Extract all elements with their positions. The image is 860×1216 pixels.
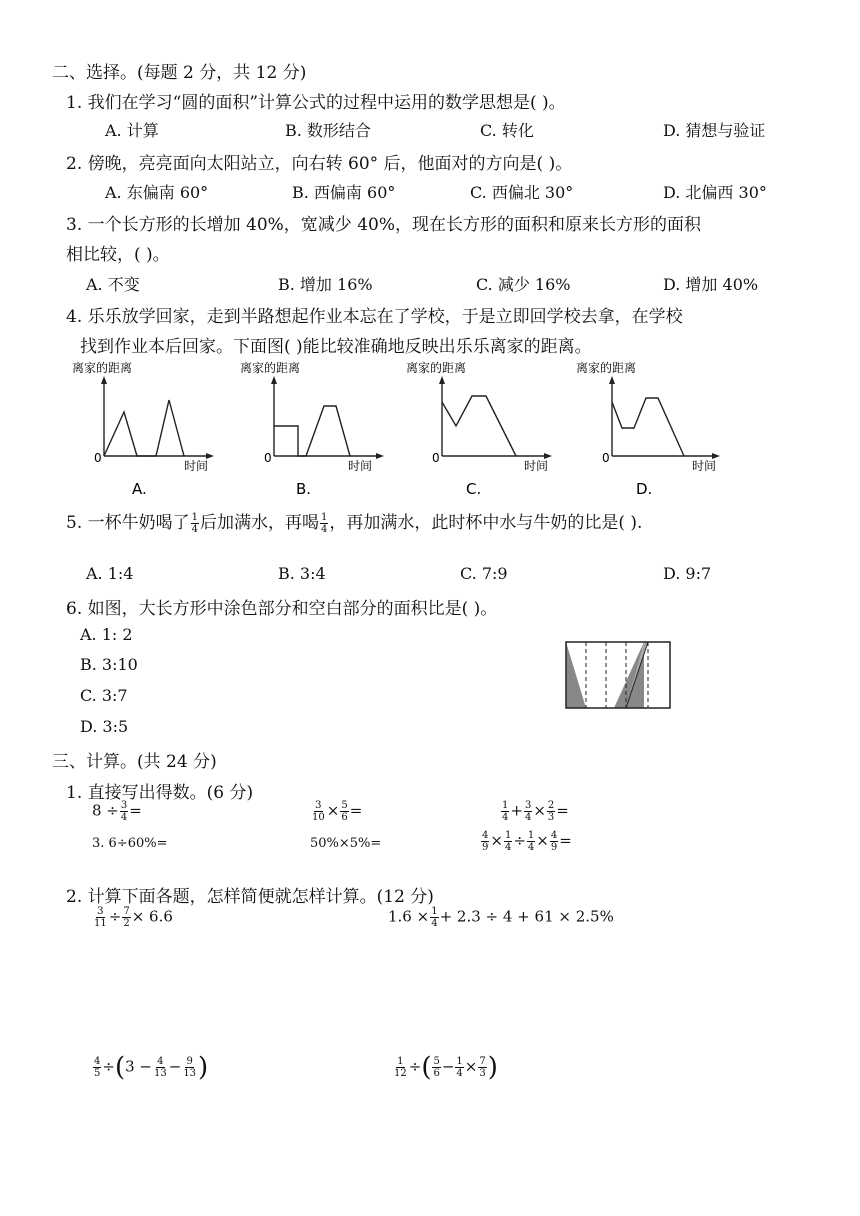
- graph-a-origin: 0: [94, 451, 102, 465]
- graph-d-origin: 0: [602, 451, 610, 465]
- q5-text: 5. 一杯牛奶喝了 $\frac{1}{4}$ 后加满水，再喝 $\frac{1}{4}$ ，再加满水，此时杯中水与牛奶的比是( ).: [66, 512, 643, 535]
- q6-text: 6. 如图，大长方形中涂色部分和空白部分的面积比是( )。: [66, 599, 498, 619]
- graph-b-xlabel: 时间: [348, 459, 373, 473]
- q1-text: 1. 我们在学习“圆的面积”计算公式的过程中运用的数学思想是( )。: [66, 93, 566, 113]
- graph-c-ylabel: 离家的距离: [406, 361, 467, 375]
- graph-d-label: D.: [636, 480, 653, 498]
- graph-d: [576, 360, 720, 498]
- calc-q2-title: 2. 计算下面各题，怎样简便就怎样计算。(12 分): [66, 887, 434, 907]
- calc-expr-6: $\frac{4}{9}$ × $\frac{1}{4}$ ÷ $\frac{1}{4}$ × $\frac{4}{9}$ =: [482, 830, 572, 853]
- q6-rectangle-figure: [564, 638, 672, 712]
- q3-option-c: C. 减少 16%: [476, 275, 571, 294]
- graph-a-label: A.: [132, 480, 147, 498]
- calc-expr-5: 50%×5%=: [310, 836, 382, 851]
- q6-option-a: A. 1: 2: [80, 625, 133, 644]
- q2-option-a: A. 东偏南 60°: [105, 183, 209, 202]
- graph-b: [240, 360, 384, 498]
- calc-expr-2: $\frac{3}{10}$ × $\frac{5}{6}$ =: [312, 800, 363, 823]
- q5-fraction-1: $\frac{1}{4}$: [191, 512, 198, 535]
- q2-text: 2. 傍晚，亮亮面向太阳站立，向右转 60° 后，他面对的方向是( )。: [66, 154, 573, 174]
- q4-graphs: [60, 356, 740, 502]
- q2-option-d: D. 北偏西 30°: [663, 183, 767, 202]
- q5-fraction-2: $\frac{1}{4}$: [321, 512, 328, 535]
- calc-q2-expr-3: $\frac{4}{5}$ ÷(3 − $\frac{4}{13}$ − $\frac{9}{13}$ ): [94, 1052, 209, 1083]
- calc-q1-title: 1. 直接写出得数。(6 分): [66, 783, 254, 803]
- calc-q2-expr-4: $\frac{1}{12}$ ÷( $\frac{5}{6}$ − $\frac{1}{4}$ × $\frac{7}{3}$ ): [394, 1052, 498, 1083]
- q1-option-c: C. 转化: [480, 121, 534, 140]
- q2-option-b: B. 西偏南 60°: [292, 183, 396, 202]
- graph-a: [72, 360, 214, 498]
- q5-option-a: A. 1:4: [86, 564, 134, 583]
- q1-option-d: D. 猜想与验证: [663, 121, 766, 140]
- q3-option-d: D. 增加 40%: [663, 275, 759, 294]
- graph-a-ylabel: 离家的距离: [72, 361, 133, 375]
- graph-c-label: C.: [466, 480, 482, 498]
- graph-b-label: B.: [296, 480, 312, 498]
- q6-option-c: C. 3:7: [80, 686, 128, 705]
- graph-c-xlabel: 时间: [524, 459, 549, 473]
- q6-option-d: D. 3:5: [80, 717, 129, 736]
- graph-b-origin: 0: [264, 451, 272, 465]
- q4-line1: 4. 乐乐放学回家，走到半路想起作业本忘在了学校，于是立即回学校去拿，在学校: [66, 307, 683, 327]
- calc-expr-3: $\frac{1}{4}$ + $\frac{3}{4}$ × $\frac{2}{3}$ =: [502, 800, 569, 823]
- q4-line2: 找到作业本后回家。下面图( )能比较准确地反映出乐乐离家的距离。: [80, 337, 592, 357]
- calc-expr-1: 8 ÷ $\frac{3}{4}$ =: [92, 800, 142, 823]
- section-3-title: 三、计算。(共 24 分): [52, 752, 217, 772]
- calc-q2-expr-2: 1.6 × $\frac{1}{4}$ + 2.3 ÷ 4 + 61 × 2.5%: [388, 906, 614, 929]
- graph-c: [406, 360, 552, 498]
- q6-option-b: B. 3:10: [80, 655, 138, 674]
- graph-d-ylabel: 离家的距离: [576, 361, 637, 375]
- q3-line1: 3. 一个长方形的长增加 40%，宽减少 40%，现在长方形的面积和原来长方形的面积: [66, 215, 701, 235]
- q5-option-c: C. 7:9: [460, 564, 508, 583]
- q1-option-b: B. 数形结合: [285, 121, 371, 140]
- q5-option-b: B. 3:4: [278, 564, 326, 583]
- graph-a-xlabel: 时间: [184, 459, 209, 473]
- q3-line2: 相比较，( )。: [66, 245, 170, 265]
- q3-option-a: A. 不变: [86, 275, 140, 294]
- q2-option-c: C. 西偏北 30°: [470, 183, 574, 202]
- calc-q2-expr-1: $\frac{3}{11}$ ÷ $\frac{7}{2}$ × 6.6: [94, 906, 173, 929]
- graph-c-origin: 0: [432, 451, 440, 465]
- q3-option-b: B. 增加 16%: [278, 275, 373, 294]
- graph-b-ylabel: 离家的距离: [240, 361, 301, 375]
- q1-option-a: A. 计算: [105, 121, 159, 140]
- graph-d-xlabel: 时间: [692, 459, 717, 473]
- calc-expr-4: 3. 6÷60%=: [92, 836, 168, 851]
- q5-option-d: D. 9:7: [663, 564, 712, 583]
- section-2-title: 二、选择。(每题 2 分，共 12 分): [52, 63, 307, 83]
